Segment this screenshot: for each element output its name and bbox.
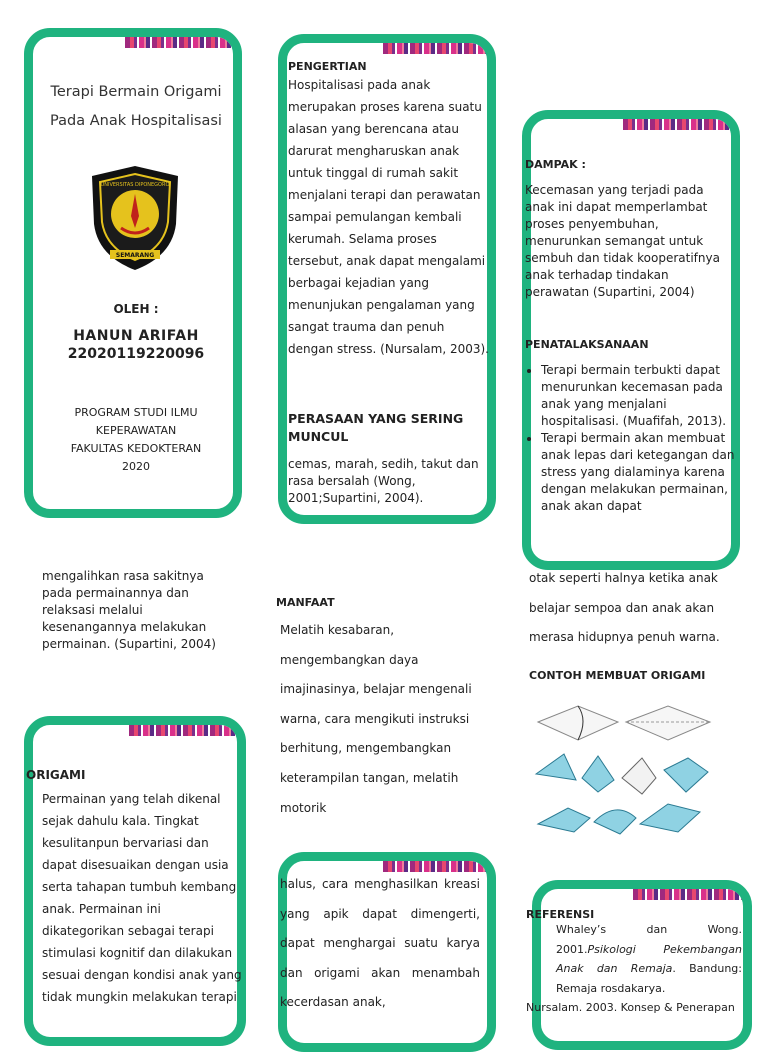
manfaat-continued: halus, cara menghasilkan kreasi yang apik dapat dimengerti, dapat menghargai suatu karya dan origami akan menambah kecerdasan anak, (280, 877, 480, 1010)
right-continued-text: otak seperti halnya ketika anak belajar sempoa dan anak akan merasa hidupnya penuh warna. (529, 571, 720, 645)
penatalaksanaan-list (525, 362, 739, 515)
penatalaksanaan-heading: PENATALAKSANAAN (525, 338, 649, 351)
faculty: FAKULTAS KEDOKTERAN (70, 442, 202, 455)
program-line1: PROGRAM STUDI ILMU (74, 406, 198, 419)
year: 2020 (122, 460, 150, 473)
origami-heading: ORIGAMI (26, 768, 86, 782)
decor-stripes (383, 852, 495, 872)
perasaan-body: cemas, marah, sedih, takut dan rasa bersalah (Wong, 2001;Supartini, 2004). (288, 457, 479, 505)
referensi-heading: REFERENSI (526, 908, 595, 921)
ref1-publisher: . Bandung: Remaja rosdakarya. (556, 962, 742, 995)
by-label: OLEH : (113, 302, 159, 316)
cover-title-line1: Terapi Bermain Origami (50, 84, 222, 100)
referensi-body (526, 920, 742, 1018)
dampak-heading: DAMPAK : (525, 158, 586, 171)
logo-text-top: UNIVERSITAS DIPONEGORO (100, 182, 170, 188)
pengertian-heading: PENGERTIAN (288, 60, 367, 73)
origami-body: Permainan yang telah dikenal sejak dahulu kala. Tingkat kesulitanpun bervariasi dan dapat disesuaikan dengan usia serta tahapan tumbuh kembang anak. Permainan ini dikategorikan sebagai terapi stimulasi kognitif dan dilakukan sesuai dengan kondisi anak yang tidak mungkin melakukan terapi (42, 792, 242, 1004)
author-name: HANUN ARIFAH (73, 328, 199, 344)
ref1-authors: Whaley’s dan Wong. 2001. (556, 923, 742, 956)
perasaan-heading: PERASAAN YANG SERING MUNCUL (288, 411, 464, 444)
cover-title (38, 78, 234, 136)
logo-text-bottom: SEMARANG (115, 252, 155, 259)
list-item: • Terapi bermain terbukti dapat menurunkan kecemasan pada anak yang menjalani hospitalisasi. (Muafifah, 2013). (541, 362, 739, 430)
manfaat-body: Melatih kesabaran, mengembangkan daya imajinasinya, belajar mengenali warna, cara mengikuti instruksi berhitung, mengembangkan keterampilan tangan, melatih motorik (280, 623, 472, 815)
decor-stripes (623, 110, 737, 130)
cover-title-line2: Pada Anak Hospitalisasi (50, 113, 222, 129)
contoh-heading: CONTOH MEMBUAT ORIGAMI (529, 669, 706, 682)
ref2-partial: Nursalam. 2003. Konsep & Penerapan (526, 1001, 735, 1014)
pengertian-body: Hospitalisasi pada anak merupakan proses karena suatu alasan yang berencana atau darurat mengharuskan anak untuk tinggal di rumah sakit menjalani terapi dan perawatan sampai pemulangan kembali kerumah. Selama proses tersebut, anak dapat mengalami berbagai kejadian yang menunjukan pengalaman yang sangat trauma dan penuh dengan stress. (Nursalam, 2003). (288, 78, 489, 356)
origami-steps-image (528, 700, 718, 838)
decor-stripes (383, 34, 495, 54)
program-info (38, 404, 234, 476)
ref1-title: Psikologi Pekembangan Anak dan Remaja (556, 942, 742, 975)
decor-stripes (633, 880, 751, 900)
continued-text-left: mengalihkan rasa sakitnya pada permainannya dan relaksasi melalui kesenangannya melakukan permainan. (Supartini, 2004) (42, 569, 216, 651)
dampak-body: Kecemasan yang terjadi pada anak ini dapat memperlambat proses penyembuhan, menurunkan semangat untuk sembuh dan tidak kooperatifnya anak terhadap tindakan perawatan (Supartini, 2004) (525, 183, 720, 299)
program-line2: KEPERAWATAN (95, 424, 177, 437)
list-item: • Terapi bermain akan membuat anak lepas dari ketegangan dan stress yang dialaminya karena dengan melakukan permainan, anak akan dapat (541, 430, 739, 515)
decor-stripes (129, 716, 245, 736)
decor-stripes (125, 28, 239, 48)
author-nim: 22020119220096 (67, 346, 205, 362)
manfaat-heading: MANFAAT (276, 596, 335, 609)
university-logo (88, 164, 182, 272)
